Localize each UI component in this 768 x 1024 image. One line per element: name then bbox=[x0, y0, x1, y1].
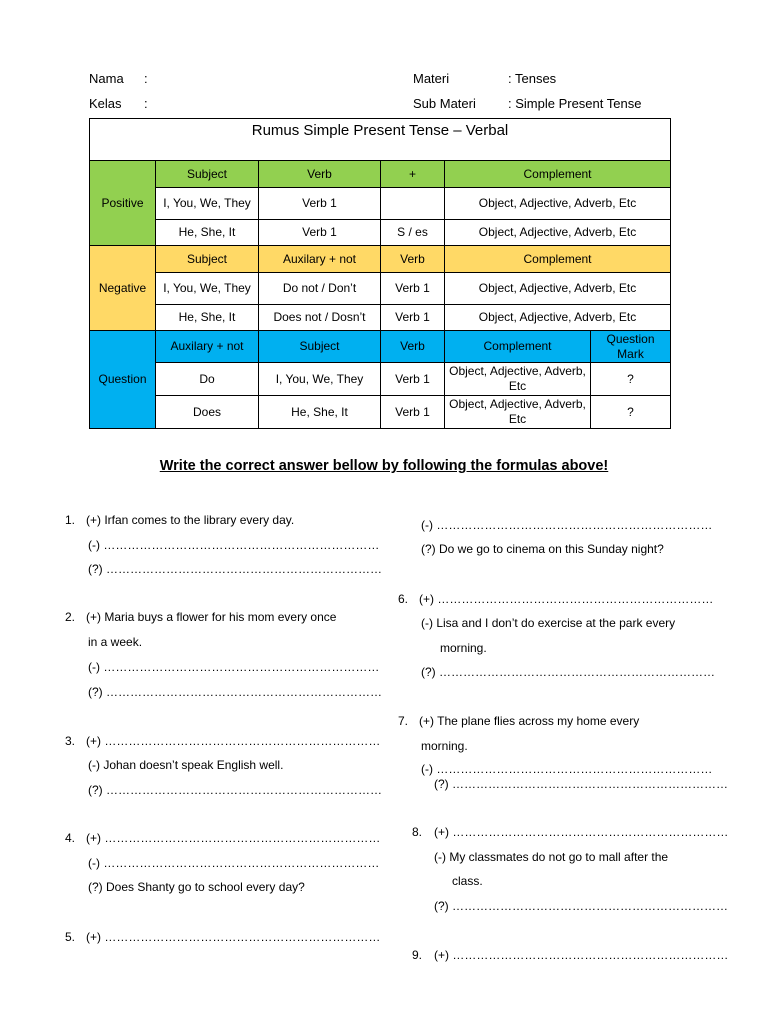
table-cell: ? bbox=[591, 396, 671, 429]
exercise-line: class. bbox=[452, 874, 483, 888]
table-cell: Verb 1 bbox=[381, 273, 445, 305]
exercise-number: 9. bbox=[412, 948, 423, 962]
table-cell: S / es bbox=[381, 220, 445, 246]
exercise-line: (?) Do we go to cinema on this Sunday night? bbox=[421, 542, 664, 556]
table-cell: Verb 1 bbox=[259, 220, 381, 246]
table-cell: I, You, We, They bbox=[259, 363, 381, 396]
question-header-verb: Verb bbox=[381, 331, 445, 363]
exercise-line: (+) Maria buys a flower for his mom every once bbox=[86, 610, 337, 624]
table-cell: Does not / Dosn’t bbox=[259, 305, 381, 331]
question-header-question-mark: Question Mark bbox=[591, 331, 671, 363]
exercise-line: (-) …………………………………………………………… bbox=[88, 660, 380, 674]
exercise-line: (-) …………………………………………………………… bbox=[421, 762, 713, 776]
table-cell: Object, Adjective, Adverb, Etc bbox=[445, 363, 591, 396]
exercise-line: in a week. bbox=[88, 635, 143, 649]
exercise-number: 5. bbox=[65, 930, 76, 944]
question-header-subject: Subject bbox=[259, 331, 381, 363]
exercise-line: (+) …………………………………………………………… bbox=[86, 831, 381, 845]
table-title: Rumus Simple Present Tense – Verbal bbox=[90, 119, 671, 161]
positive-header-verb: Verb bbox=[259, 161, 381, 188]
exercise-line: (+) Irfan comes to the library every day. bbox=[86, 513, 295, 527]
table-cell: I, You, We, They bbox=[156, 188, 259, 220]
nama-label: Nama bbox=[89, 71, 124, 86]
exercise-line: (-) Johan doesn’t speak English well. bbox=[88, 758, 284, 772]
question-label: Question bbox=[90, 331, 156, 429]
exercise-line: morning. bbox=[440, 641, 487, 655]
exercise-line: (?) …………………………………………………………… bbox=[88, 562, 382, 576]
exercise-line: (?) Does Shanty go to school every day? bbox=[88, 880, 305, 894]
table-cell: Verb 1 bbox=[259, 188, 381, 220]
table-cell: Do bbox=[156, 363, 259, 396]
table-cell: I, You, We, They bbox=[156, 273, 259, 305]
sub-materi-label: Sub Materi bbox=[413, 96, 476, 111]
exercise-number: 4. bbox=[65, 831, 76, 845]
materi-label: Materi bbox=[413, 71, 450, 86]
table-cell: Does bbox=[156, 396, 259, 429]
exercise-number: 8. bbox=[412, 825, 423, 839]
question-header-auxilary: Auxilary + not bbox=[156, 331, 259, 363]
table-cell: He, She, It bbox=[156, 220, 259, 246]
exercise-line: (-) My classmates do not go to mall after the bbox=[434, 850, 669, 864]
table-cell: Do not / Don’t bbox=[259, 273, 381, 305]
positive-label: Positive bbox=[90, 161, 156, 246]
table-cell: Object, Adjective, Adverb, Etc bbox=[445, 188, 671, 220]
formula-table bbox=[89, 118, 671, 429]
exercise-number: 3. bbox=[65, 734, 76, 748]
exercise-number: 1. bbox=[65, 513, 76, 527]
instruction-heading: Write the correct answer bellow by following the formulas above! bbox=[159, 458, 609, 474]
table-cell: Verb 1 bbox=[381, 396, 445, 429]
exercise-number: 7. bbox=[398, 714, 409, 728]
negative-header-subject: Subject bbox=[156, 246, 259, 273]
exercise-line: morning. bbox=[421, 739, 468, 753]
kelas-label: Kelas bbox=[89, 96, 122, 111]
table-cell bbox=[381, 188, 445, 220]
exercise-line: (+) …………………………………………………………… bbox=[434, 948, 729, 962]
table-cell: Verb 1 bbox=[381, 305, 445, 331]
positive-header-subject: Subject bbox=[156, 161, 259, 188]
exercise-line: (+) …………………………………………………………… bbox=[86, 930, 381, 944]
table-cell: Object, Adjective, Adverb, Etc bbox=[445, 305, 671, 331]
sub-materi-value: : Simple Present Tense bbox=[508, 96, 642, 111]
negative-header-complement: Complement bbox=[445, 246, 671, 273]
nama-colon: : bbox=[144, 71, 148, 86]
table-cell: Object, Adjective, Adverb, Etc bbox=[445, 396, 591, 429]
question-header-complement: Complement bbox=[445, 331, 591, 363]
exercise-line: (+) …………………………………………………………… bbox=[419, 592, 714, 606]
kelas-colon: : bbox=[144, 96, 148, 111]
exercise-number: 6. bbox=[398, 592, 409, 606]
exercise-line: (+) …………………………………………………………… bbox=[86, 734, 381, 748]
exercise-line: (-) …………………………………………………………… bbox=[88, 856, 380, 870]
exercise-line: (?) …………………………………………………………… bbox=[434, 899, 728, 913]
negative-header-auxilary: Auxilary + not bbox=[259, 246, 381, 273]
exercise-line: (-) …………………………………………………………… bbox=[88, 538, 380, 552]
exercise-line: (?) …………………………………………………………… bbox=[88, 685, 382, 699]
table-cell: Object, Adjective, Adverb, Etc bbox=[445, 273, 671, 305]
table-cell: Verb 1 bbox=[381, 363, 445, 396]
negative-header-verb: Verb bbox=[381, 246, 445, 273]
exercise-line: (-) Lisa and I don’t do exercise at the park every bbox=[421, 616, 676, 630]
exercise-line: (?) …………………………………………………………… bbox=[421, 665, 715, 679]
negative-label: Negative bbox=[90, 246, 156, 331]
table-cell: Object, Adjective, Adverb, Etc bbox=[445, 220, 671, 246]
exercise-line: (+) The plane flies across my home every bbox=[419, 714, 640, 728]
exercise-line: (+) …………………………………………………………… bbox=[434, 825, 729, 839]
exercise-line: (?) …………………………………………………………… bbox=[88, 783, 382, 797]
positive-header-plus: + bbox=[381, 161, 445, 188]
exercise-line: (-) …………………………………………………………… bbox=[421, 518, 713, 532]
table-cell: He, She, It bbox=[259, 396, 381, 429]
exercise-number: 2. bbox=[65, 610, 76, 624]
table-cell: ? bbox=[591, 363, 671, 396]
materi-value: : Tenses bbox=[508, 71, 557, 86]
table-cell: He, She, It bbox=[156, 305, 259, 331]
exercise-line: (?) …………………………………………………………… bbox=[434, 777, 728, 791]
positive-header-complement: Complement bbox=[445, 161, 671, 188]
